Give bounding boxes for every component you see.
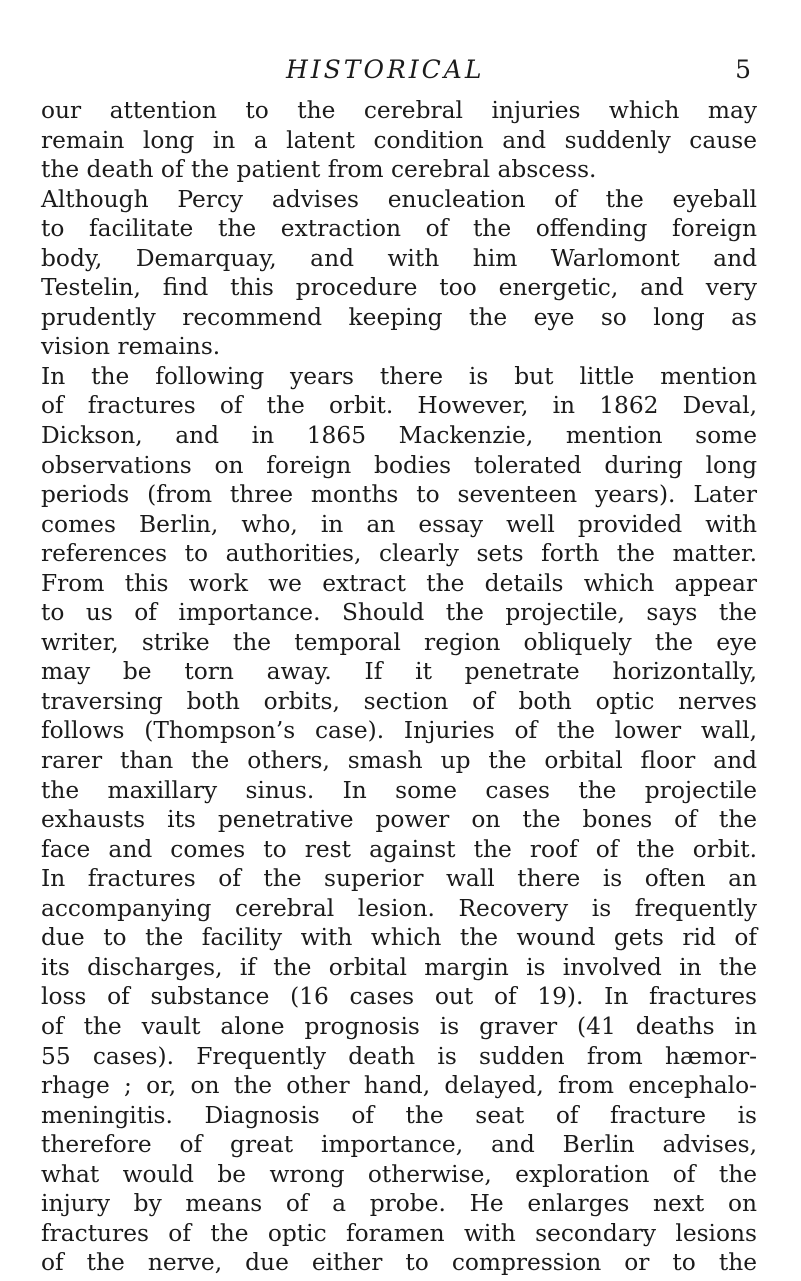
text-line: comes Berlin, who, in an essay well provided with [41, 510, 757, 538]
running-head [41, 52, 751, 92]
body-text [41, 96, 757, 1278]
text-line: what would be wrong otherwise, exploration of the [41, 1160, 757, 1188]
text-line: to facilitate the extraction of the offending foreign [41, 215, 757, 243]
text-line: of fractures of the orbit. However, in 1862 Deval, [41, 392, 757, 420]
text-line: Dickson, and in 1865 Mackenzie, mention some [41, 422, 757, 450]
text-line: Testelin, find this procedure too energetic, and very [41, 274, 757, 302]
text-line: Although Percy advises enucleation of the eyeball [41, 185, 757, 213]
text-line: references to authorities, clearly sets forth the matter. [41, 540, 757, 568]
text-line: our attention to the cerebral injuries which may [41, 97, 757, 124]
text-line: may be torn away. If it penetrate horizontally, [41, 658, 757, 686]
text-line: body, Demarquay, and with him Warlomont and [41, 244, 757, 272]
text-line: due to the facility with which the wound gets rid of [41, 924, 757, 952]
text-line: periods (from three months to seventeen years). Later [41, 481, 757, 509]
text-line: therefore of great importance, and Berlin advises, [41, 1131, 757, 1159]
text-line: the maxillary sinus. In some cases the projectile [41, 776, 757, 804]
text-line: In the following years there is but little mention [41, 362, 757, 390]
text-line: accompanying cerebral lesion. Recovery is frequently [41, 894, 757, 922]
text-line: In fractures of the superior wall there is often an [41, 865, 757, 893]
text-line: injury by means of a probe. He enlarges next on [41, 1190, 757, 1218]
text-line: From this work we extract the details which appear [41, 569, 757, 597]
text-line: of the nerve, due either to compression or to the [41, 1249, 757, 1277]
text-line: its discharges, if the orbital margin is involved in the [41, 953, 757, 981]
text-line: rhage ; or, on the other hand, delayed, from encephalo- [41, 1072, 757, 1100]
text-line: meningitis. Diagnosis of the seat of fracture is [41, 1101, 757, 1129]
text-line: observations on foreign bodies tolerated during long [41, 451, 757, 479]
text-line: vision remains. [41, 333, 221, 361]
text-line: loss of substance (16 cases out of 19). In fractures [41, 983, 757, 1011]
text-line: of the vault alone prognosis is graver (41 deaths in [41, 1012, 757, 1040]
text-line: rarer than the others, smash up the orbital floor and [41, 747, 757, 775]
text-line: exhausts its penetrative power on the bones of the [41, 806, 757, 834]
running-title: HISTORICAL [286, 55, 485, 84]
text-line: remain long in a latent condition and suddenly cause [41, 126, 757, 154]
text-line: follows (Thompson’s case). Injuries of the lower wall, [41, 717, 757, 745]
text-line: face and comes to rest against the roof of the orbit. [41, 835, 757, 863]
text-line: traversing both orbits, section of both optic nerves [41, 687, 757, 715]
text-line: to us of importance. Should the projectile, says the [41, 599, 757, 627]
text-line: fractures of the optic foramen with secondary lesions [41, 1219, 757, 1247]
page-number: 5 [735, 55, 751, 84]
text-line: 55 cases). Frequently death is sudden from hæmor- [41, 1042, 757, 1070]
text-line: writer, strike the temporal region obliquely the eye [41, 628, 757, 656]
text-line: prudently recommend keeping the eye so long as [41, 303, 757, 331]
text-line: the death of the patient from cerebral abscess. [41, 156, 597, 184]
